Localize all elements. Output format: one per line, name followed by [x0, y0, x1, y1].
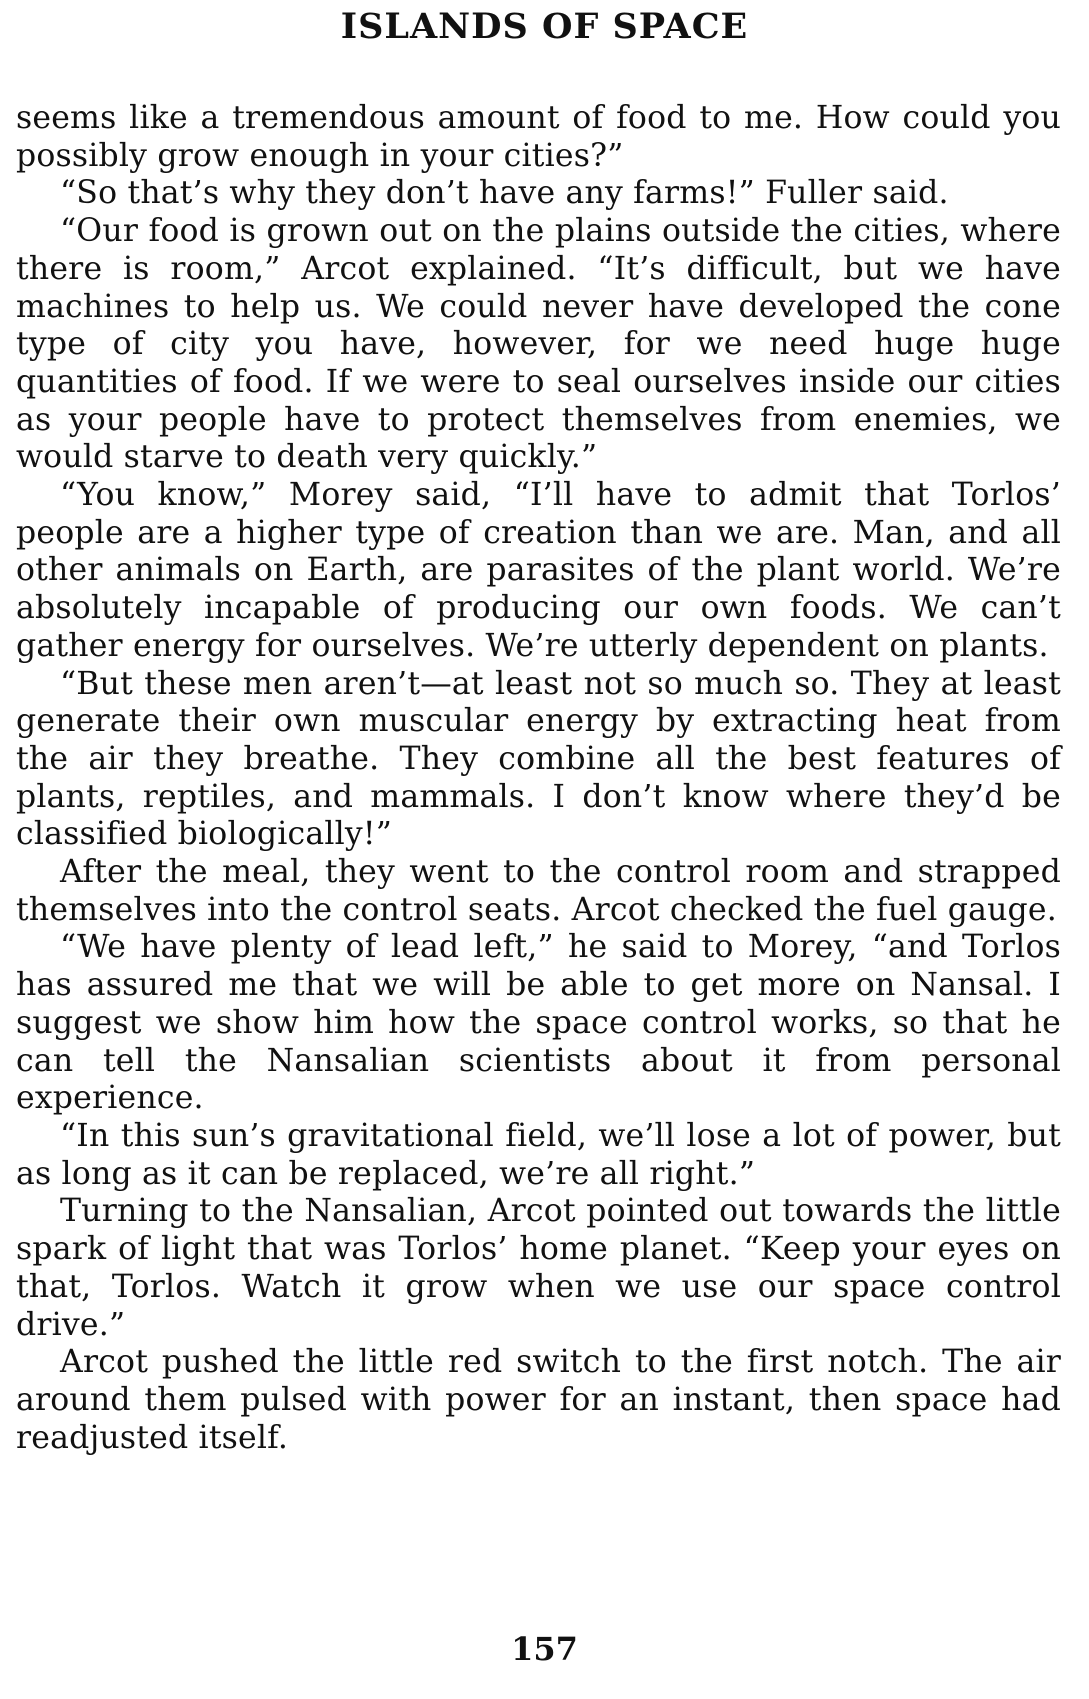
paragraph: “But these men aren’t—at least not so much so. They at least generate their own muscular energy by extracting heat from the air they breathe. They combine all the best features of plants, reptiles, and mammals. I don’t know where they’d be classified biologically!”	[16, 665, 1061, 853]
paragraph: “You know,” Morey said, “I’ll have to admit that Torlos’ people are a higher type of creation than we are. Man, and all other animals on Earth, are parasites of the plant world. We’re absolutely incapable of producing our own foods. We can’t gather energy for ourselves. We’re utterly dependent on plants.	[16, 477, 1061, 664]
paragraph: “So that’s why they don’t have any farms!” Fuller said.	[60, 175, 949, 212]
paragraph: “We have plenty of lead left,” he said to Morey, “and Torlos has assured me that we will be able to get more on Nansal. I suggest we show him how the space control works, so that he can tell the Nansalian scientists about it from personal experience.	[16, 929, 1061, 1117]
paragraph-continued: seems like a tremendous amount of food to me. How could you possibly grow enough in your cities?”	[16, 100, 1061, 174]
paragraph: “In this sun’s gravitational field, we’ll lose a lot of power, but as long as it can be replaced, we’re all right.”	[16, 1117, 1061, 1192]
running-head: ISLANDS OF SPACE	[340, 6, 749, 47]
paragraph: Arcot pushed the little red switch to the first notch. The air around them pulsed with power for an instant, then space had readjusted itself.	[16, 1344, 1061, 1456]
paragraph: After the meal, they went to the control room and strapped themselves into the control seats. Arcot checked the fuel gauge.	[16, 854, 1061, 928]
paragraph: Turning to the Nansalian, Arcot pointed out towards the little spark of light that was Torlos’ home planet. “Keep your eyes on that, Torlos. Watch it grow when we use our space control drive.”	[16, 1193, 1061, 1343]
body-text	[16, 100, 1061, 1457]
paragraph: “Our food is grown out on the plains outside the cities, where there is room,” Arcot explained. “It’s difficult, but we have machines to help us. We could never have developed the cone type of city you have, however, for we need huge huge quantities of food. If we were to seal ourselves inside our cities as your people have to protect themselves from enemies, we would starve to death very quickly.”	[16, 213, 1061, 476]
page-number: 157	[511, 1630, 578, 1668]
